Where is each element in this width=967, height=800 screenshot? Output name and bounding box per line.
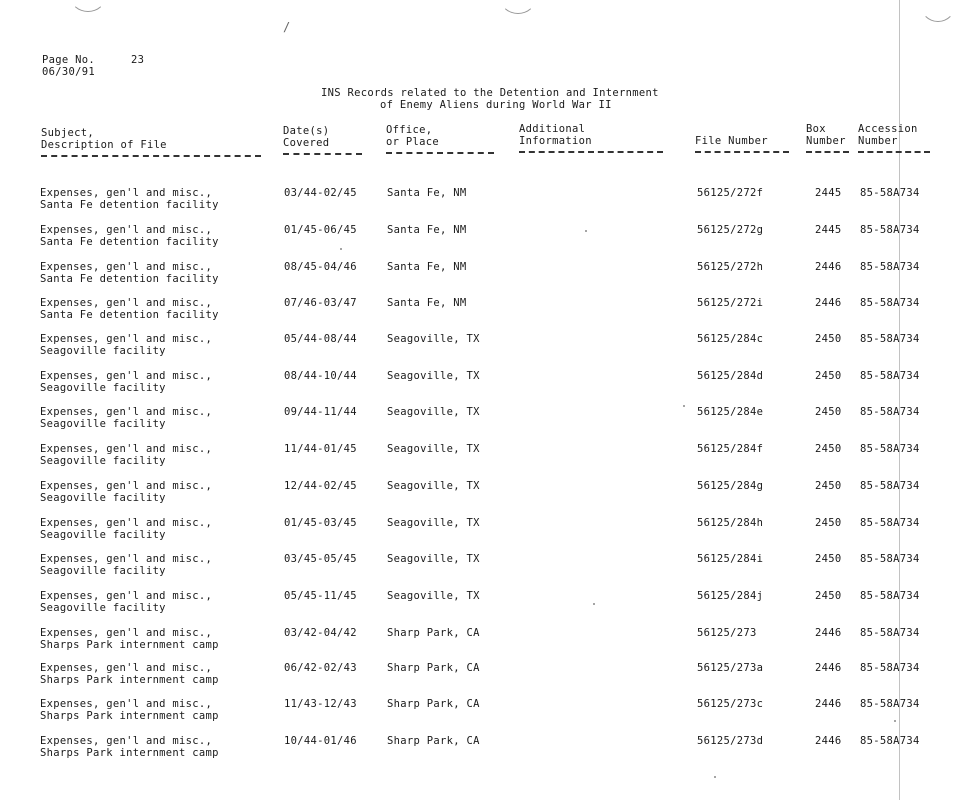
col-file-underline bbox=[695, 151, 789, 153]
row-file-number: 56125/272f bbox=[697, 187, 764, 199]
col-additional-header-2: Information bbox=[519, 135, 592, 147]
row-dates: 07/46-03/47 bbox=[284, 297, 357, 309]
table-row bbox=[0, 517, 967, 547]
row-dates: 05/45-11/45 bbox=[284, 590, 357, 602]
row-description: Sharps Park internment camp bbox=[40, 747, 219, 759]
col-subject-header-2: Description of File bbox=[41, 139, 167, 151]
row-subject: Expenses, gen'l and misc., bbox=[40, 735, 213, 747]
row-office: Santa Fe, NM bbox=[387, 224, 467, 236]
scan-mark-arc bbox=[70, 0, 106, 12]
row-file-number: 56125/272i bbox=[697, 297, 764, 309]
row-office: Seagoville, TX bbox=[387, 480, 480, 492]
row-accession-number: 85-58A734 bbox=[860, 698, 920, 710]
row-file-number: 56125/284c bbox=[697, 333, 764, 345]
row-office: Sharp Park, CA bbox=[387, 627, 480, 639]
col-file-header: File Number bbox=[695, 135, 768, 147]
row-office: Seagoville, TX bbox=[387, 553, 480, 565]
row-subject: Expenses, gen'l and misc., bbox=[40, 590, 213, 602]
row-office: Sharp Park, CA bbox=[387, 662, 480, 674]
col-accession-header-2: Number bbox=[858, 135, 898, 147]
col-dates-underline bbox=[283, 153, 362, 155]
row-accession-number: 85-58A734 bbox=[860, 224, 920, 236]
row-box-number: 2450 bbox=[815, 370, 842, 382]
row-subject: Expenses, gen'l and misc., bbox=[40, 224, 213, 236]
row-office: Sharp Park, CA bbox=[387, 698, 480, 710]
page-number: 23 bbox=[131, 54, 145, 66]
scan-mark-stroke: / bbox=[283, 20, 291, 34]
row-office: Seagoville, TX bbox=[387, 443, 480, 455]
scan-speck bbox=[714, 776, 716, 778]
row-file-number: 56125/273 bbox=[697, 627, 757, 639]
col-office-underline bbox=[386, 152, 494, 154]
row-accession-number: 85-58A734 bbox=[860, 370, 920, 382]
col-dates-header-2: Covered bbox=[283, 137, 330, 149]
table-row bbox=[0, 553, 967, 583]
row-description: Santa Fe detention facility bbox=[40, 309, 219, 321]
row-subject: Expenses, gen'l and misc., bbox=[40, 627, 213, 639]
col-accession-underline bbox=[858, 151, 930, 153]
row-box-number: 2450 bbox=[815, 590, 842, 602]
row-file-number: 56125/272g bbox=[697, 224, 764, 236]
table-row bbox=[0, 662, 967, 692]
row-box-number: 2445 bbox=[815, 187, 842, 199]
scan-mark-arc bbox=[920, 0, 956, 22]
row-description: Seagoville facility bbox=[40, 418, 166, 430]
row-file-number: 56125/273c bbox=[697, 698, 764, 710]
row-description: Seagoville facility bbox=[40, 529, 166, 541]
table-row bbox=[0, 735, 967, 765]
row-dates: 01/45-06/45 bbox=[284, 224, 357, 236]
row-subject: Expenses, gen'l and misc., bbox=[40, 261, 213, 273]
row-office: Sharp Park, CA bbox=[387, 735, 480, 747]
row-description: Sharps Park internment camp bbox=[40, 639, 219, 651]
row-file-number: 56125/284i bbox=[697, 553, 764, 565]
report-title-line1: INS Records related to the Detention and Internment bbox=[321, 87, 659, 99]
row-accession-number: 85-58A734 bbox=[860, 627, 920, 639]
col-office-header-1: Office, bbox=[386, 124, 433, 136]
row-accession-number: 85-58A734 bbox=[860, 443, 920, 455]
row-description: Seagoville facility bbox=[40, 345, 166, 357]
row-accession-number: 85-58A734 bbox=[860, 297, 920, 309]
table-row bbox=[0, 261, 967, 291]
row-dates: 03/45-05/45 bbox=[284, 553, 357, 565]
row-subject: Expenses, gen'l and misc., bbox=[40, 553, 213, 565]
row-subject: Expenses, gen'l and misc., bbox=[40, 443, 213, 455]
scan-mark-arc bbox=[500, 0, 536, 14]
col-additional-header-1: Additional bbox=[519, 123, 586, 135]
row-accession-number: 85-58A734 bbox=[860, 406, 920, 418]
row-dates: 05/44-08/44 bbox=[284, 333, 357, 345]
row-box-number: 2450 bbox=[815, 443, 842, 455]
row-dates: 03/44-02/45 bbox=[284, 187, 357, 199]
col-dates-header-1: Date(s) bbox=[283, 125, 330, 137]
row-description: Sharps Park internment camp bbox=[40, 710, 219, 722]
row-subject: Expenses, gen'l and misc., bbox=[40, 406, 213, 418]
row-box-number: 2450 bbox=[815, 333, 842, 345]
row-accession-number: 85-58A734 bbox=[860, 480, 920, 492]
row-box-number: 2450 bbox=[815, 406, 842, 418]
row-accession-number: 85-58A734 bbox=[860, 590, 920, 602]
table-row bbox=[0, 627, 967, 657]
row-office: Seagoville, TX bbox=[387, 333, 480, 345]
col-subject-underline bbox=[41, 155, 261, 157]
row-box-number: 2446 bbox=[815, 297, 842, 309]
col-box-header-1: Box bbox=[806, 123, 826, 135]
row-file-number: 56125/284g bbox=[697, 480, 764, 492]
table-row bbox=[0, 297, 967, 327]
row-box-number: 2450 bbox=[815, 553, 842, 565]
page-number-label: Page No. bbox=[42, 54, 95, 66]
row-dates: 08/44-10/44 bbox=[284, 370, 357, 382]
table-row bbox=[0, 187, 967, 217]
row-description: Santa Fe detention facility bbox=[40, 273, 219, 285]
row-file-number: 56125/272h bbox=[697, 261, 764, 273]
row-subject: Expenses, gen'l and misc., bbox=[40, 187, 213, 199]
row-office: Seagoville, TX bbox=[387, 370, 480, 382]
row-description: Sharps Park internment camp bbox=[40, 674, 219, 686]
row-dates: 11/44-01/45 bbox=[284, 443, 357, 455]
row-accession-number: 85-58A734 bbox=[860, 735, 920, 747]
row-file-number: 56125/284d bbox=[697, 370, 764, 382]
row-accession-number: 85-58A734 bbox=[860, 333, 920, 345]
row-file-number: 56125/284h bbox=[697, 517, 764, 529]
row-dates: 03/42-04/42 bbox=[284, 627, 357, 639]
col-box-header-2: Number bbox=[806, 135, 846, 147]
row-dates: 08/45-04/46 bbox=[284, 261, 357, 273]
row-subject: Expenses, gen'l and misc., bbox=[40, 333, 213, 345]
report-title-line2: of Enemy Aliens during World War II bbox=[380, 99, 612, 111]
col-office-header-2: or Place bbox=[386, 136, 439, 148]
table-row bbox=[0, 406, 967, 436]
row-dates: 09/44-11/44 bbox=[284, 406, 357, 418]
row-dates: 11/43-12/43 bbox=[284, 698, 357, 710]
row-description: Seagoville facility bbox=[40, 382, 166, 394]
table-row bbox=[0, 224, 967, 254]
row-box-number: 2446 bbox=[815, 662, 842, 674]
table-row bbox=[0, 443, 967, 473]
row-office: Santa Fe, NM bbox=[387, 261, 467, 273]
row-accession-number: 85-58A734 bbox=[860, 553, 920, 565]
table-row bbox=[0, 370, 967, 400]
row-description: Seagoville facility bbox=[40, 602, 166, 614]
row-box-number: 2446 bbox=[815, 735, 842, 747]
row-box-number: 2445 bbox=[815, 224, 842, 236]
row-description: Santa Fe detention facility bbox=[40, 236, 219, 248]
row-dates: 10/44-01/46 bbox=[284, 735, 357, 747]
row-file-number: 56125/273d bbox=[697, 735, 764, 747]
row-subject: Expenses, gen'l and misc., bbox=[40, 297, 213, 309]
row-office: Seagoville, TX bbox=[387, 406, 480, 418]
row-description: Seagoville facility bbox=[40, 565, 166, 577]
table-row bbox=[0, 698, 967, 728]
row-accession-number: 85-58A734 bbox=[860, 261, 920, 273]
row-box-number: 2450 bbox=[815, 480, 842, 492]
row-description: Seagoville facility bbox=[40, 455, 166, 467]
report-date: 06/30/91 bbox=[42, 66, 95, 78]
row-dates: 12/44-02/45 bbox=[284, 480, 357, 492]
row-subject: Expenses, gen'l and misc., bbox=[40, 517, 213, 529]
row-box-number: 2450 bbox=[815, 517, 842, 529]
row-file-number: 56125/273a bbox=[697, 662, 764, 674]
row-description: Santa Fe detention facility bbox=[40, 199, 219, 211]
row-box-number: 2446 bbox=[815, 698, 842, 710]
table-row bbox=[0, 333, 967, 363]
col-box-underline bbox=[806, 151, 849, 153]
row-description: Seagoville facility bbox=[40, 492, 166, 504]
row-box-number: 2446 bbox=[815, 627, 842, 639]
col-additional-underline bbox=[519, 151, 663, 153]
row-office: Seagoville, TX bbox=[387, 517, 480, 529]
row-accession-number: 85-58A734 bbox=[860, 517, 920, 529]
row-subject: Expenses, gen'l and misc., bbox=[40, 480, 213, 492]
row-file-number: 56125/284j bbox=[697, 590, 764, 602]
row-office: Seagoville, TX bbox=[387, 590, 480, 602]
row-office: Santa Fe, NM bbox=[387, 187, 467, 199]
row-office: Santa Fe, NM bbox=[387, 297, 467, 309]
table-row bbox=[0, 480, 967, 510]
table-row bbox=[0, 590, 967, 620]
row-accession-number: 85-58A734 bbox=[860, 187, 920, 199]
col-accession-header-1: Accession bbox=[858, 123, 918, 135]
row-subject: Expenses, gen'l and misc., bbox=[40, 698, 213, 710]
row-subject: Expenses, gen'l and misc., bbox=[40, 370, 213, 382]
row-box-number: 2446 bbox=[815, 261, 842, 273]
row-subject: Expenses, gen'l and misc., bbox=[40, 662, 213, 674]
row-dates: 01/45-03/45 bbox=[284, 517, 357, 529]
row-accession-number: 85-58A734 bbox=[860, 662, 920, 674]
col-subject-header-1: Subject, bbox=[41, 127, 94, 139]
row-file-number: 56125/284e bbox=[697, 406, 764, 418]
row-file-number: 56125/284f bbox=[697, 443, 764, 455]
row-dates: 06/42-02/43 bbox=[284, 662, 357, 674]
